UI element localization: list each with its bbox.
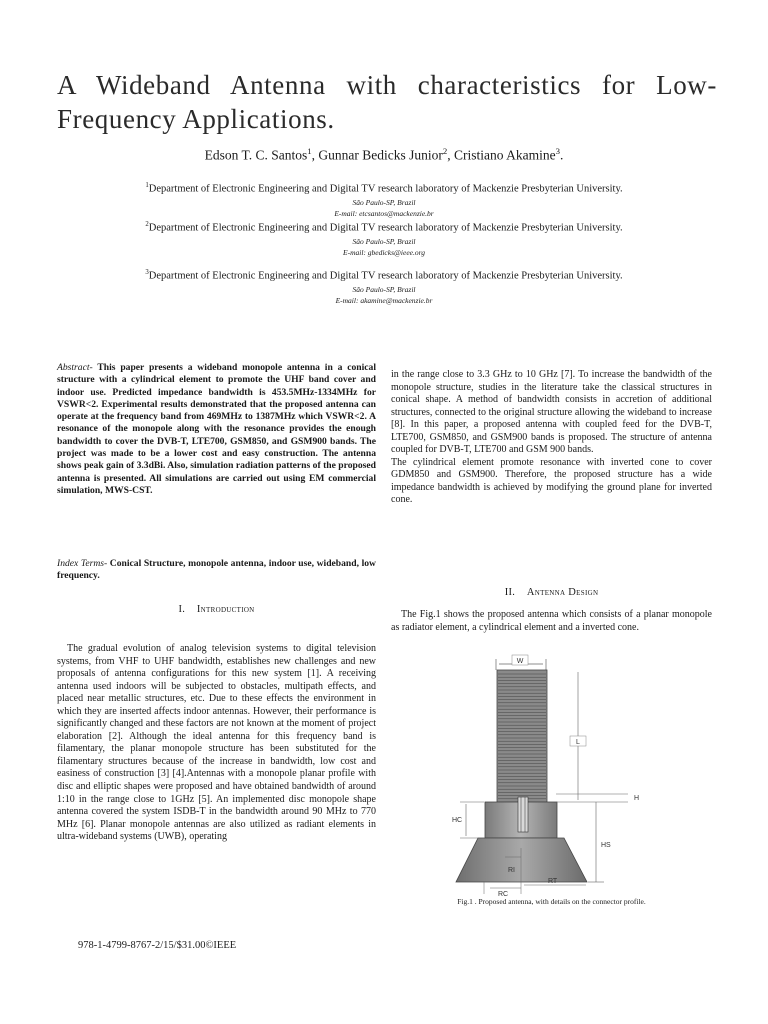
inverted-cone bbox=[456, 838, 587, 882]
paper-title bbox=[57, 68, 717, 136]
affiliation-city: São Paulo-SP, Brazil bbox=[352, 236, 416, 246]
title-line-2: Frequency Applications. bbox=[57, 104, 335, 134]
figure-caption: Fig.1 . Proposed antenna, with details on the connector profile. bbox=[457, 897, 646, 906]
antenna-diagram bbox=[420, 652, 690, 897]
affiliation-dept: $^3$Department of Electronic Engineering and Digital TV research laboratory of Mackenzie Presbyterian University. bbox=[145, 269, 623, 282]
paragraph: The cylindrical element promote resonance with inverted cone to cover GDM850 and GSM900. Therefore, the proposed structure has a wide impedance bandwidth is achieved by modifying the ground plane for inverted cone. bbox=[391, 456, 712, 506]
connector bbox=[518, 797, 528, 832]
affiliation-email: E-mail: akamine@mackenzie.br bbox=[335, 295, 433, 305]
section-heading-antenna-design: II. Antenna Design bbox=[504, 587, 599, 598]
affiliation-2 bbox=[0, 218, 768, 258]
index-terms-label: Index Terms- bbox=[57, 558, 108, 569]
author-separator: , bbox=[447, 147, 454, 163]
right-column-text bbox=[391, 369, 712, 507]
antenna-figure bbox=[420, 652, 690, 897]
affiliation-dept: $^2$Department of Electronic Engineering and Digital TV research laboratory of Mackenzie Presbyterian University. bbox=[145, 221, 623, 234]
index-terms-text: Conical Structure, monopole antenna, indoor use, wideband, low frequency. bbox=[57, 558, 376, 582]
abstract-label: Abstract- bbox=[57, 362, 93, 373]
label-hc: HC bbox=[452, 817, 463, 824]
affiliation-city: São Paulo-SP, Brazil bbox=[352, 284, 416, 294]
affiliation-email: E-mail: etcsantos@mackenzie.br bbox=[334, 208, 434, 218]
planar-monopole bbox=[497, 670, 547, 802]
label-rc: RC bbox=[498, 891, 509, 897]
author-separator: , bbox=[311, 147, 319, 163]
affiliation-dept: $^1$Department of Electronic Engineering and Digital TV research laboratory of Mackenzie Presbyterian University. bbox=[145, 182, 623, 195]
author-separator: . bbox=[560, 147, 564, 163]
author-name: Cristiano Akamine bbox=[454, 147, 556, 163]
author-name: Gunnar Bedicks Junior bbox=[318, 147, 443, 163]
affiliation-email: E-mail: gbedicks@ieee.org bbox=[342, 247, 425, 257]
label-h: H bbox=[634, 795, 640, 802]
author-list bbox=[0, 146, 768, 164]
title-line-1: A Wideband Antenna with characteristics for Low- bbox=[57, 70, 717, 100]
author-affiliation-mark: 1 bbox=[307, 146, 312, 156]
affiliation-3 bbox=[0, 266, 768, 306]
introduction-body: The gradual evolution of analog television systems to digital television systems, from VHF to UHF bandwidth, establishes new challenges and new proposals of antenna configurations for this new system [1]. A receiving antenna used indoors will be subjected to obstacles, multipath effects, and placed near metallic structures, etc. Due to these effects the environment in which they are inserted affects indoor antennas. However, their performance is significantly changed and these factors are not known at the moment of project elaboration [2]. Although the ideal antenna for this frequency band is filamentary, the planar monopole structure has been substituted for the filamentary structures because of the increase in bandwidth, low cost and easiness of construction [3] [4].Antennas with a monopole planar profile with disc and elliptic shapes were proposed and have obtained bandwidth of around 1:10 in the range close to 1GHz [5]. An implemented disc monopole shape antenna covered the system ISDB-T in the bandwidth around 90 MHz to 770 MHz [6]. Planar monopole antennas are also utilized as radiant elements in ultra-wideband systems (UWB), operating bbox=[57, 643, 376, 843]
affiliation-city: São Paulo-SP, Brazil bbox=[352, 197, 416, 207]
section-heading-introduction: I. Introduction bbox=[178, 604, 255, 615]
label-rt: RT bbox=[548, 878, 558, 885]
footer-copyright: 978-1-4799-8767-2/15/$31.00©IEEE bbox=[78, 940, 237, 951]
index-terms bbox=[57, 558, 376, 583]
author-name: Edson T. C. Santos bbox=[204, 147, 308, 163]
label-hs: HS bbox=[601, 842, 611, 849]
author-affiliation-mark: 2 bbox=[442, 146, 448, 156]
antenna-design-body: The Fig.1 shows the proposed antenna which consists of a planar monopole as radiator element, a cylindrical element and a inverted cone. bbox=[391, 609, 712, 633]
abstract bbox=[57, 362, 376, 497]
label-ri: RI bbox=[508, 867, 515, 874]
paragraph: in the range close to 3.3 GHz to 10 GHz [7]. To increase the bandwidth of the monopole structure, studies in the literature take the classical structures in conical shape. A method of bandwidth consists in accretion of additional structures, connected to the original structure allowing the wideband to increase [8]. In this paper, a proposed antenna with coupled feed for the DVB-T, LTE700, GSM850, and GSM900 bands is proposed. The structure of antenna coupled for DVB-T, LTE700 and GSM 900 bands. bbox=[391, 369, 712, 456]
affiliation-1 bbox=[0, 179, 768, 219]
author-affiliation-mark: 3 bbox=[555, 146, 561, 156]
label-w: W bbox=[516, 658, 524, 665]
label-l: L bbox=[576, 739, 580, 746]
abstract-text: This paper presents a wideband monopole antenna in a conical structure with a cylindrical element to promote the UHF band cover and indoor use. Predicted impedance bandwidth is 453.5MHz-1334MHz for VSWR<2. Experimental results demonstrated that the proposed antenna can operate at the frequency band from 469MHz to 1387MHz which VSWR<2. A resonance of the monopole along with the resonance provides the enough bandwidth to cover the DVB-T, LTE700, GSM850, and GSM900 bands. The project was made to be a lower cost and easy construction. The antenna shows peak gain of 3.3dBi. Also, simulation radiation patterns of the proposed antenna is presented. All simulations are carried out using EM commercial simulation, MWS-CST. bbox=[57, 362, 376, 496]
